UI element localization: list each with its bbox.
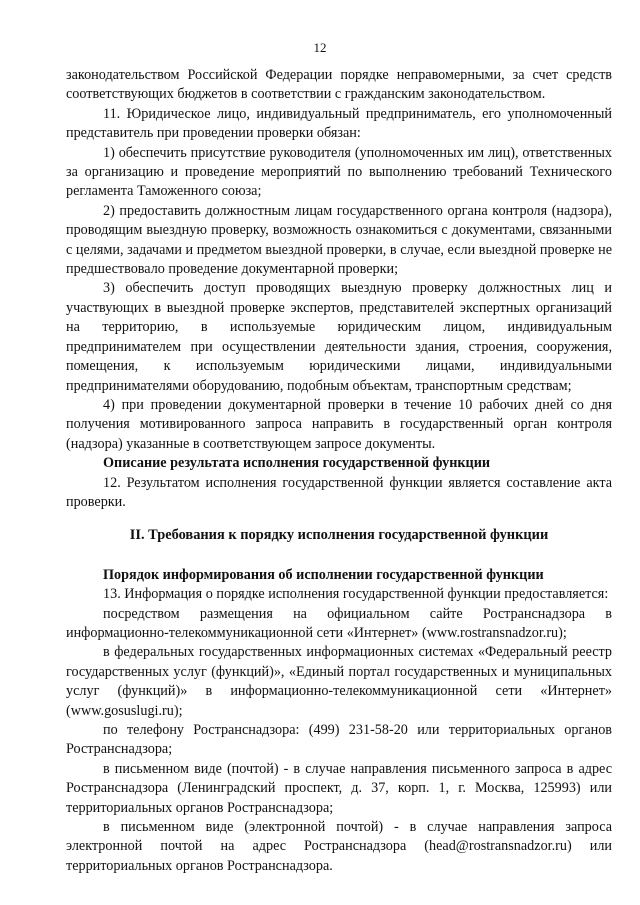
page-number: 12 [313,40,327,55]
info-item-phone: по телефону Ространснадзора: (499) 231-58-20 или территориальных органов Ространснадзора; [66,722,612,758]
list-item-1: 1) обеспечить присутствие руководителя (уполномоченных им лиц), ответственных за организацию и проведение мероприятий по выполнению требований Технического регламента Таможенного союза; [66,144,612,200]
section-title: II. Требования к порядку исполнения государственной функции [129,527,549,544]
paragraph-continuation: законодательством Российской Федерации порядке неправомерными, за счет средств соответствующих бюджетов в соответствии с гражданским законодательством. [66,67,612,103]
info-item-email: в письменном виде (электронной почтой) - в случае направления запроса электронной почтой на адрес Ространснадзора (head@rostransnadzor.ru) или территориальных органов Ространснадзора. [66,819,612,874]
info-item-website: посредством размещения на официальном сайте Ространснадзора в информационно-телекоммуникационной сети «Интернет» (www.rostransnadzor.ru); [66,605,612,641]
subheading-info: Порядок информирования об исполнении государственной функции [103,566,544,583]
list-item-2: 2) предоставить должностным лицам государственного органа контроля (надзора), проводящим выездную проверку, возможность ознакомиться с документами, связанными с целями, задачами и предметом выездной проверки, в случае, если выездной проверке не предшествовало проведение документарной проверки; [66,202,612,278]
paragraph-13: 13. Информация о порядке исполнения государственной функции предоставляется: [103,586,609,603]
list-item-4: 4) при проведении документарной проверки в течение 10 рабочих дней со дня получения мотивированного запроса направить в государственный орган контроля (надзора) указанные в соответствующем запросе документы. [66,396,612,452]
subheading-result: Описание результата исполнения государственной функции [103,455,491,472]
paragraph-12: 12. Результатом исполнения государственной функции является составление акта проверки. [66,474,612,510]
info-item-mail: в письменном виде (почтой) - в случае направления письменного запроса в адрес Ространснадзора (Ленинградский проспект, д. 37, корп. 1, г. Москва, 125993) или территориальных органов Ространснадзора; [66,760,612,816]
paragraph-11: 11. Юридическое лицо, индивидуальный предприниматель, его уполномоченный представитель при проведении проверки обязан: [66,105,612,142]
info-item-federal-systems: в федеральных государственных информационных системах «Федеральный реестр государственных услуг (функций)», «Единый портал государственных и муниципальных услуг (функций)» в информационно-телекоммуникационной сети «Интернет» (www.gosuslugi.ru); [66,644,612,719]
document-body [66,66,612,876]
list-item-3: 3) обеспечить доступ проводящих выездную проверку должностных лиц и участвующих в выездной проверке экспертов, представителей экспертных организаций на территорию, в используемые юридическим лицом, индивидуальным предпринимателем при осуществлении деятельности здания, строения, сооружения, помещения, к используемым юридическими лицами, индивидуальными предпринимателями оборудованию, подобным объектам, транспортным средствам; [66,280,612,394]
